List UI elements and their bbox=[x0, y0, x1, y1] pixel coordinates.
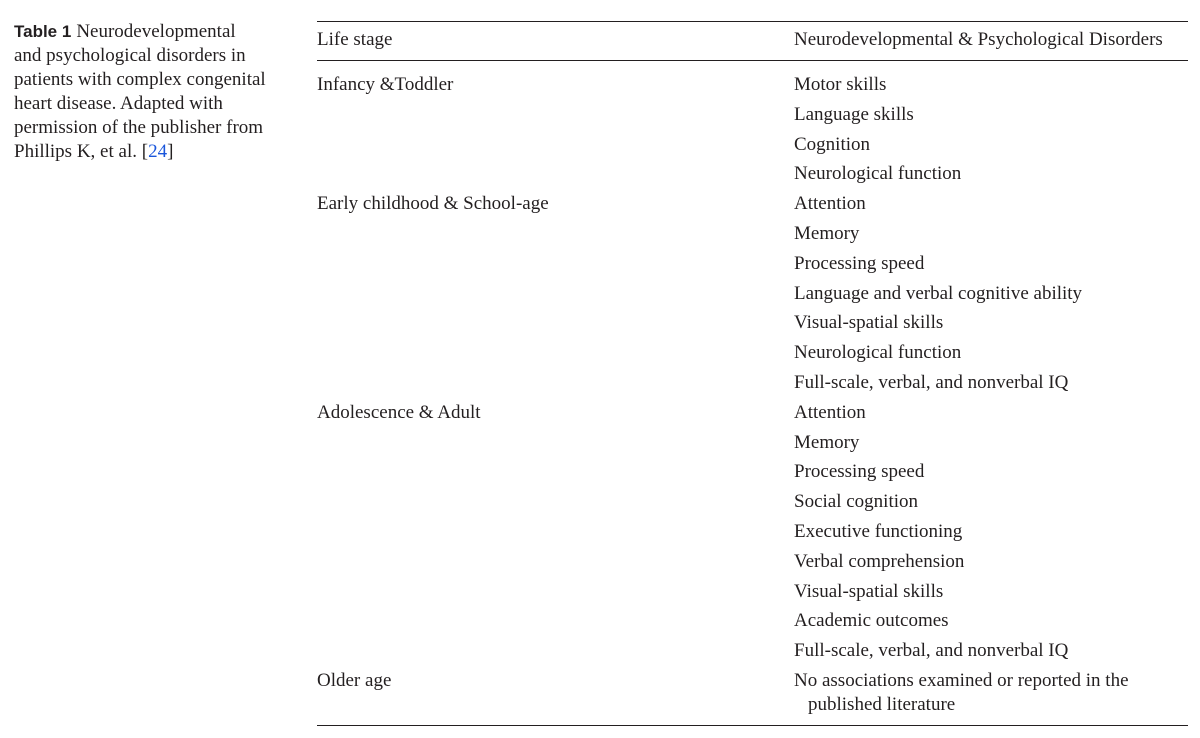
disorder-cell: Academic outcomes bbox=[794, 610, 949, 632]
disorder-cell: Neurological function bbox=[794, 163, 962, 185]
disorder-cell: Language skills bbox=[794, 103, 914, 125]
disorder-cell: Attention bbox=[794, 193, 866, 215]
table-bottom-rule bbox=[317, 725, 1188, 726]
disorder-cell: Motor skills bbox=[794, 74, 887, 95]
disorder-cell: Processing speed bbox=[794, 461, 925, 483]
table-caption bbox=[14, 20, 266, 164]
disorder-cell: Language and verbal cognitive ability bbox=[794, 282, 1083, 304]
table-body bbox=[317, 61, 1188, 717]
table-caption-label: Table 1 bbox=[14, 22, 72, 41]
table-caption-text: Neurodevelopmental and psychological disorders in patients with complex congenital heart disease. Adapted with permission of the publisher from Phillips K, et al. [ bbox=[14, 21, 266, 162]
disorder-cell: Visual-spatial skills bbox=[794, 312, 944, 334]
disorder-cell: Processing speed bbox=[794, 252, 925, 274]
header-disorders: Neurodevelopmental & Psychological Disorders bbox=[794, 29, 1163, 50]
disorder-cell: Attention bbox=[794, 401, 866, 423]
life-stage-cell: Early childhood & School-age bbox=[317, 193, 549, 215]
disorder-cell: Cognition bbox=[794, 133, 871, 155]
table-caption-close: ] bbox=[167, 141, 174, 162]
disorders-table bbox=[317, 21, 1188, 726]
life-stage-cell: Older age bbox=[317, 669, 392, 691]
life-stage-cell: Infancy &Toddler bbox=[317, 74, 454, 95]
header-life-stage: Life stage bbox=[317, 29, 393, 50]
disorder-cell: Memory bbox=[794, 222, 860, 244]
table-group-older-age bbox=[317, 666, 1188, 717]
disorder-cell: Full-scale, verbal, and nonverbal IQ bbox=[794, 371, 1069, 393]
disorder-cell: Memory bbox=[794, 431, 860, 453]
disorder-cell: No associations examined or reported in the published literature bbox=[794, 669, 1129, 715]
table-header-row bbox=[317, 22, 1188, 60]
table-group-infancy bbox=[317, 70, 1188, 189]
citation-link[interactable]: 24 bbox=[148, 141, 168, 162]
disorder-cell: Social cognition bbox=[794, 491, 919, 513]
disorder-cell: Neurological function bbox=[794, 342, 962, 364]
life-stage-cell: Adolescence & Adult bbox=[317, 401, 481, 423]
table-group-early-childhood bbox=[317, 189, 1188, 398]
disorder-cell: Verbal comprehension bbox=[794, 550, 965, 572]
disorder-cell: Executive functioning bbox=[794, 520, 963, 542]
disorder-cell: Visual-spatial skills bbox=[794, 580, 944, 602]
table-group-adolescence bbox=[317, 398, 1188, 666]
disorder-cell: Full-scale, verbal, and nonverbal IQ bbox=[794, 640, 1069, 662]
